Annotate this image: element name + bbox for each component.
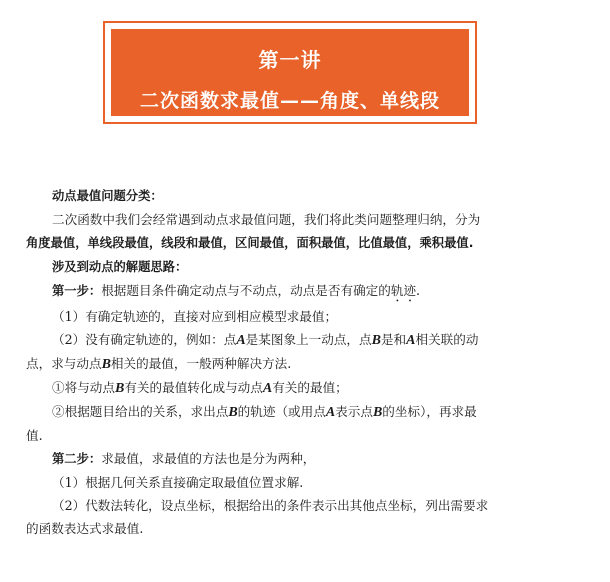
intro-line: 二次函数中我们会经常遇到动点求最值问题，我们将此类问题整理归纳，分为 (52, 212, 481, 227)
title-banner-frame (103, 21, 477, 124)
step2-item2-line1: （2）代数法转化，设点坐标，根据给出的条件表示出其他点坐标，列出需要求 (52, 498, 489, 513)
step1-item2-line2: 点，求与动点B相关的最值，一般两种解决方法. (26, 356, 292, 372)
classification-heading: 动点最值问题分类： (52, 189, 163, 203)
step1-item1: （1）有确定轨迹的，直接对应到相应模型求最值； (52, 309, 338, 324)
title-banner (111, 29, 469, 116)
emphasized-trajectory: 轨迹 (390, 283, 417, 298)
step2-line: 第二步：求最值，求最值的方法也是分为两种， (52, 451, 316, 466)
document-body (26, 184, 586, 540)
approach-heading: 涉及到动点的解题思路： (52, 260, 188, 274)
step2-item2-line2: 的函数表达式求最值. (26, 521, 144, 536)
lecture-title: 二次函数求最值——角度、单线段 (139, 90, 440, 112)
categories-line: 角度最值，单线段最值，线段和最值，区间最值，面积最值，比值最值，乘积最值. (26, 236, 474, 250)
step1-line: 第一步：根据题目条件确定动点与不动点，动点是否有确定的轨迹. (52, 283, 421, 298)
step2-label: 第二步： (52, 452, 102, 466)
lecture-number: 第一讲 (258, 48, 322, 72)
step1-item2-line1: （2）没有确定轨迹的，例如：点A是某图象上一动点，点B是和A相关联的动 (52, 332, 479, 348)
step1-label: 第一步： (52, 284, 102, 298)
method2-line1: ②根据题目给出的关系，求出点B的轨迹（或用点A表示点B的坐标），再求最 (52, 404, 477, 420)
method1-line: ①将与动点B有关的最值转化成与动点A有关的最值； (52, 380, 348, 396)
step2-item1: （1）根据几何关系直接确定取最值位置求解. (52, 475, 304, 490)
method2-line2: 值. (26, 428, 43, 443)
